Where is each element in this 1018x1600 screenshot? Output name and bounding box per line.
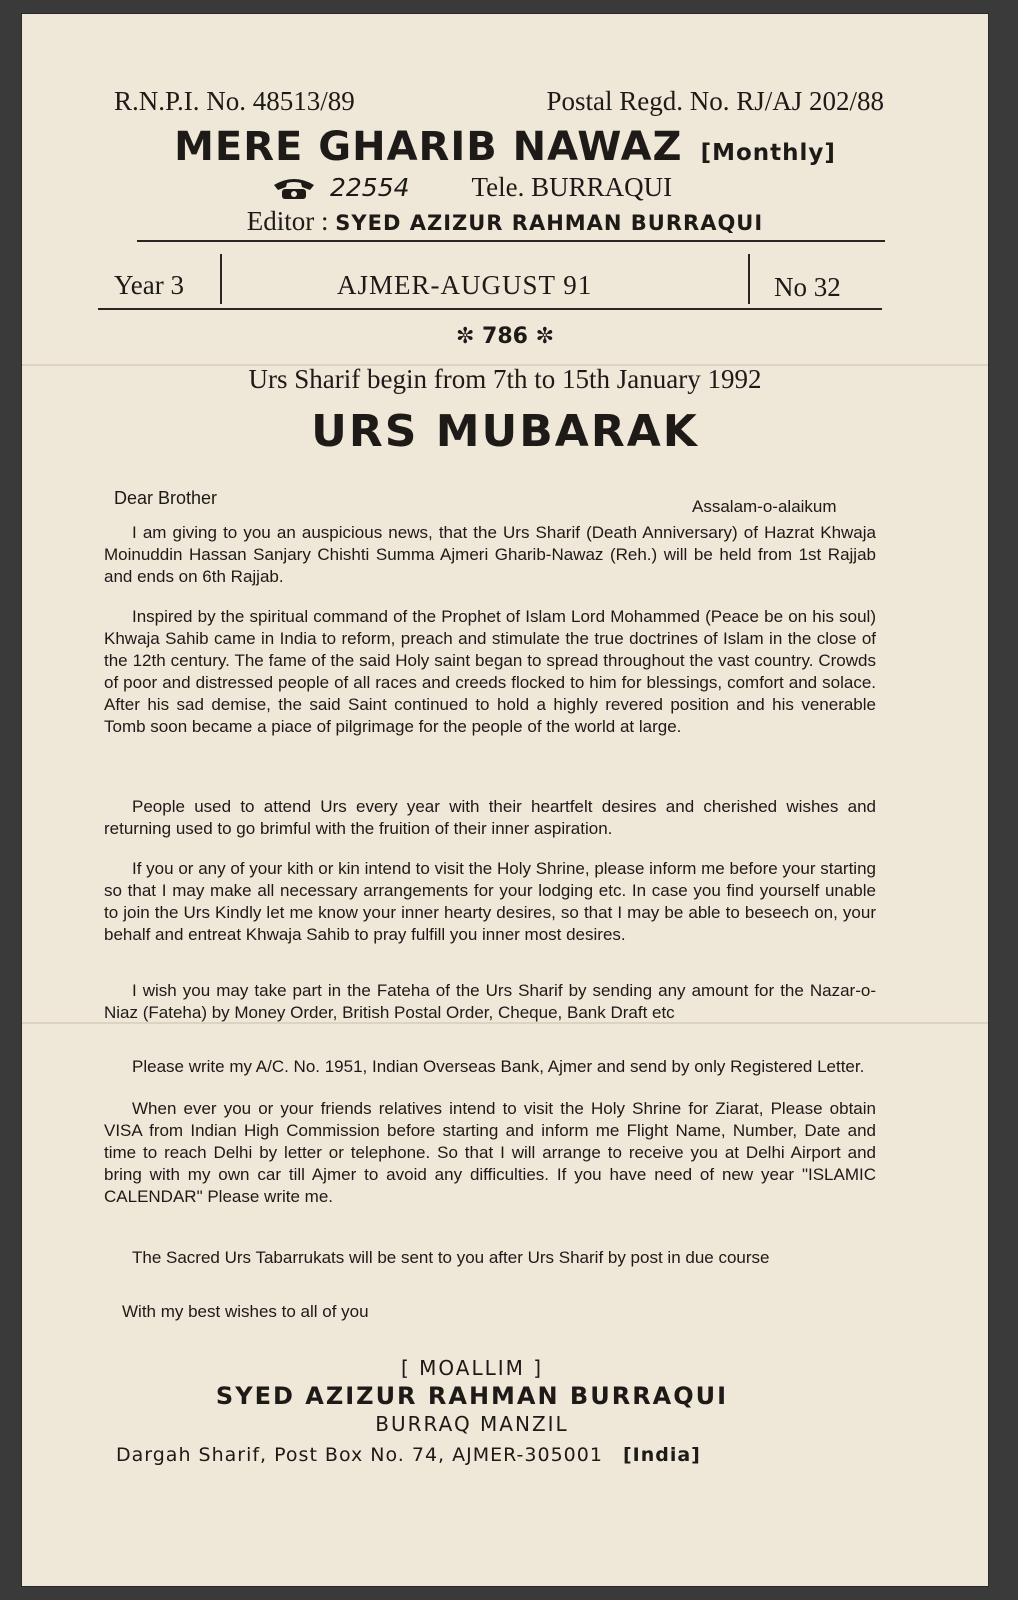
- publication-title: MERE GHARIB NAWAZ: [174, 124, 683, 170]
- editor-line: [22, 206, 988, 237]
- greeting: Assalam-o-alaikum: [692, 497, 837, 516]
- closing: With my best wishes to all of you: [122, 1302, 369, 1321]
- address-country: [India]: [622, 1444, 701, 1466]
- letter-sheet: [22, 14, 988, 1586]
- masthead: [22, 124, 988, 170]
- signature-address: [116, 1444, 701, 1466]
- letter-paragraph: The Sacred Urs Tabarrukats will be sent to you after Urs Sharif by post in due course: [132, 1248, 770, 1267]
- telephone-icon: [272, 176, 316, 200]
- urs-dates: Urs Sharif begin from 7th to 15th January 1992: [248, 364, 762, 394]
- editor-name: SYED AZIZUR RAHMAN BURRAQUI: [335, 211, 764, 235]
- registration-line: [114, 86, 884, 117]
- salutation: Dear Brother: [114, 488, 218, 508]
- divider: [220, 254, 222, 304]
- telegram-address: Tele. BURRAQUI: [471, 172, 673, 202]
- signature-place: BURRAQ MANZIL: [375, 1412, 569, 1436]
- signature-role: [ MOALLIM ]: [400, 1356, 544, 1380]
- postal-registration: Postal Regd. No. RJ/AJ 202/88: [546, 86, 884, 116]
- phone-number: 22554: [330, 173, 410, 202]
- headline: URS MUBARAK: [311, 406, 699, 457]
- letter-paragraph: I am giving to you an auspicious news, that the Urs Sharif (Death Anniversary) of Hazrat Khwaja Moinuddin Hassan Sanjary Chishti Summa Ajmeri Gharib-Nawaz (Reh.) will be held from 1st Rajjab and ends on 6th Rajjab.: [104, 523, 876, 586]
- letter-paragraph: Inspired by the spiritual command of the Prophet of Islam Lord Mohammed (Peace be on his soul) Khwaja Sahib came in India to reform, preach and stimulate the true doctrines of Islam in the close of the 12th century. The fame of the said Holy saint began to spread throughout the vast country. Crowds of poor and distressed people of all races and creeds flocked to him for blessings, comfort and solace. After his sad demise, the said Saint continued to hold a highly revered position and his venerable Tomb soon became a piace of pilgrimage for the people of the world at large.: [104, 607, 876, 736]
- letter-paragraph: People used to attend Urs every year with their heartfelt desires and cherished wishes and returning used to go brimful with the fruition of their inner aspiration.: [104, 797, 876, 838]
- divider: [137, 240, 885, 242]
- issue-year: Year 3: [114, 270, 185, 300]
- issue-number: No 32: [774, 272, 841, 302]
- letter-paragraph: If you or any of your kith or kin intend to visit the Holy Shrine, please inform me before your starting so that I may make all necessary arrangements for your lodging etc. In case you find yourself unable to join the Urs Kindly let me know your inner hearty desires, so that I may be able to beseech on, your behalf and entreat Khwaja Sahib to pray fulfill you inner most desires.: [104, 859, 876, 944]
- editor-label: Editor :: [246, 206, 329, 236]
- rnpi-number: R.N.P.I. No. 48513/89: [114, 86, 355, 116]
- signature-name: SYED AZIZUR RAHMAN BURRAQUI: [215, 1382, 729, 1410]
- divider: [98, 308, 882, 310]
- letter-paragraph: Please write my A/C. No. 1951, Indian Overseas Bank, Ajmer and send by only Registered Letter.: [132, 1057, 865, 1076]
- number-786: ✼ 786 ✼: [455, 324, 555, 349]
- letter-paragraph: When ever you or your friends relatives intend to visit the Holy Shrine for Ziarat, Please obtain VISA from Indian High Commission before starting and inform me Flight Name, Number, Date and time to reach Delhi by letter or telephone. So that I will arrange to receive you at Delhi Airport and bring with my own car till Ajmer to avoid any difficulties. If you have need of new year "ISLAMIC CALENDAR" Please write me.: [104, 1099, 876, 1206]
- telephone-line: [272, 172, 672, 203]
- publication-frequency: [Monthly]: [700, 140, 836, 166]
- address-line: Dargah Sharif, Post Box No. 74, AJMER-305001: [116, 1444, 603, 1466]
- divider: [748, 254, 750, 304]
- letter-paragraph: I wish you may take part in the Fateha of the Urs Sharif by sending any amount for the Nazar-o-Niaz (Fateha) by Money Order, British Postal Order, Cheque, Bank Draft etc: [104, 981, 876, 1022]
- issue-place-date: AJMER-AUGUST 91: [337, 270, 593, 300]
